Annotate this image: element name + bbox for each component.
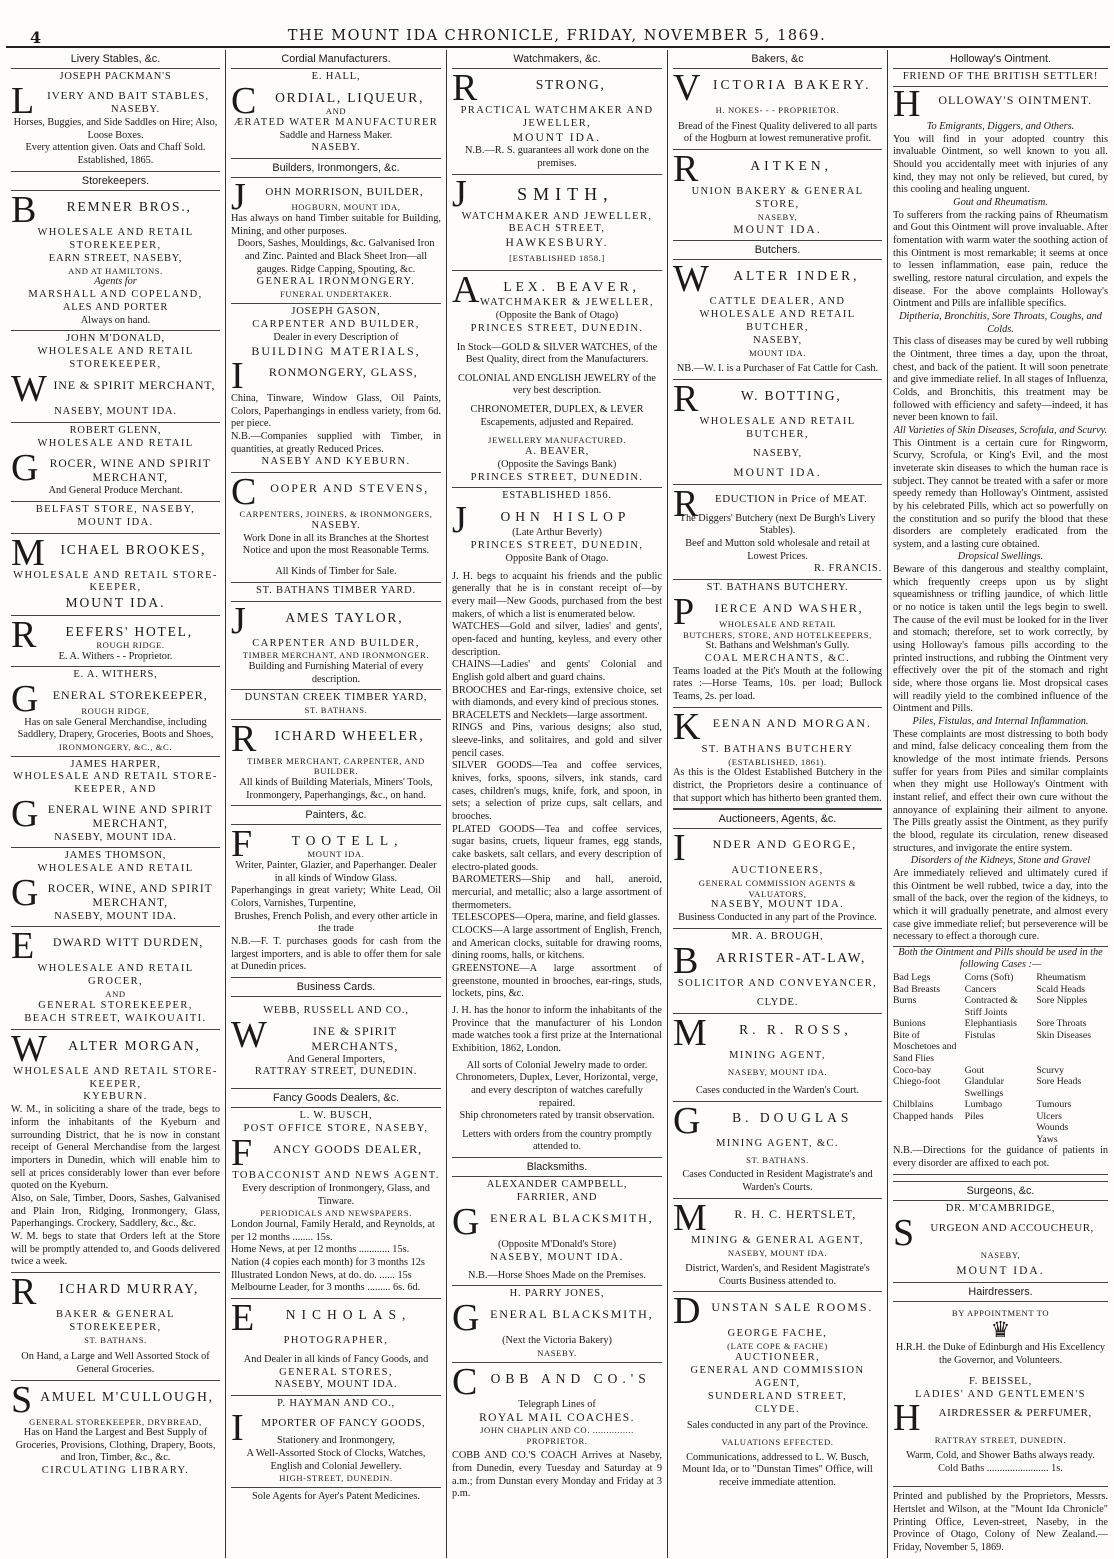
ad-packman: JOSEPH PACKMAN'S L IVERY AND BAIT STABLES, NASEBY. Horses, Buggies, and Side Saddles on Hire; Also, Loose Boxes. Every attention given. Oats and Chaff Sold. Established, 1865. — [11, 69, 220, 171]
ad-holloway: FRIEND OF THE BRITISH SETTLER! H OLLOWAY'S OINTMENT. To Emigrants, Diggers, and Others. You will find in your adopted country this invaluable Ointment, so well known to you all. Should you accidentally meet with injuries of any kind, they may not only be relieved, but cured, by this cooling and healing unguent. Gout and Rheumatism. To sufferers from the racking pains of Rheumatism and Gout this Ointment will prove invaluable. After fomentation with warm water the soothing action of this Ointment is most remarkable; it seems at once to lessen inflammation, ease pain, reduce the swelling, restore natural circulation, and expels the disease. For the above complaints Holloway's Ointment and Pills are infallible specifics. Diptheria, Bronchitis, Sore Throats, Coughs, and Colds. This class of diseases may be cured by well rubbing the Ointment, three times a day, upon the throat, chest, and back of the patient. It will soon penetrate and give immediate relief. In all stages of Influenza, Colds, and Bronchitis, this treatment may be followed with efficiency and safety—indeed, it has never been known to fail. All Varieties of Skin Diseases, Scrofula, and Scurvy. This Ointment is a certain cure for Ringworm, Scurvy, Scrofula, or King's Evil, and the most inveterate skin diseases to which the human race is subject. They cannot be treated with a safer or more speedy remedy than Holloway's Ointment, assisted by his celebrated Pills, which act so powerfully on the constitution and so purify the blood that these disorders are completely eradicated from the system, and a lasting cure obtained. Dropsical Swellings. Beware of this dangerous and stealthy complaint, which frequently creeps upon us by slight squeamishness or trifling jaundice, of which little or no notice is taken until the legs begin to swell. The cause of the evil must be looked for in the liver and stomach; therefore, set to work correctly, by using Holloway's famous pills according to the printed instructions, and rubbing the Ointment very effectively over the pit of the stomach and right side, where those organs lie. Most dropsical cases will readily yield to the combined influence of the Ointment and Pills. Piles, Fistulas, and Internal Inflammation. These complaints are most distressing to both body and mind, false delicacy concealing them from the knowledge of the most intimate friends. Persons suffer for years from Piles and similar complaints when they might use Holloway's Ointment with instant relief, and effect their own cure without the annoyance of explaining their ailment to anyone. The Pills greatly assist the Ointment, as they purify the blood, regulate its circulation, renew diseased structures, and invigorate the entire system. Disorders of the Kidneys, Stone and Gravel Are immediately relieved and ultimately cured if this Ointment be well rubbed, twice a day, into the small of the back, over the region of the kidneys, to which it will gradually penetrate, and almost every case give immediate relief; but perseverence will be necessary to effect a thorough cure. Both the Ointment and Pills should be used in the following Cases :— Bad Legs Corns (Soft) Rheumatism Bad Breasts Cancers Scald Heads Burns Contracted & Stiff Joints Sore Nipples Bunions Elephantiasis Sore Throats Bite of Moschetoes and Sand Flies Fistulas Skin Diseases Coco-bay Gout Scurvy Chiego-foot Glandular Swellings Sore Heads Chilblains Lumbago Tumours Chapped hands Piles Ulcers Wounds Yaws N.B.—Directions for the guidance of patients in every disorder are affixed to each pot. — [893, 69, 1108, 1174]
ad-bremner: B REMNER BROS., WHOLESALE AND RETAIL STOREKEEPER, EARN STREET, NASEBY, AND AT HAMILTONS. Agents for MARSHALL AND COPELAND, ALES AND PORTER Always on hand. — [11, 191, 220, 331]
column-4 — [668, 50, 888, 1558]
section-heading-fancy-goods: Fancy Goods Dealers, &c. — [231, 1089, 441, 1108]
section-heading-cordial: Cordial Manufacturers. — [231, 50, 441, 69]
cases-table: Bad Legs Corns (Soft) Rheumatism Bad Breasts Cancers Scald Heads Burns Contracted & Stiff Joints Sore Nipples Bunions Elephantiasis Sore Throats Bite of Moschetoes and Sand Flies Fistulas Skin Diseases Coco-bay Gout Scurvy Chiego-foot Glandular Swellings Sore Heads Chilblains Lumbago Tumours Chapped hands Piles Ulcers Wounds Yaws — [893, 972, 1092, 1145]
ad-mcambridge: DR. M'CAMBRIDGE, S URGEON AND ACCOUCHEUR, NASEBY, MOUNT IDA. — [893, 1201, 1108, 1283]
ad-withers: E. A. WITHERS, G ENERAL STOREKEEPER, ROUGH RIDGE, Has on sale General Merchandise, including Saddlery, Drapery, Groceries, Boots and Shoes, IRONMONGERY, &C., &C. — [11, 667, 220, 756]
ad-beaver: A LEX. BEAVER, WATCHMAKER & JEWELLER, (Opposite the Bank of Otago) PRINCES STREET, DUNEDIN. In Stock—GOLD & SILVER WATCHES, of the Best Quality, direct from the Manufacturers. COLONIAL AND ENGLISH JEWELRY of the very best description. CHRONOMETER, DUPLEX, & LEVER Escapements, adjusted and Repaired. JEWELLERY MANUFACTURED. A. BEAVER, (Opposite the Savings Bank) PRINCES STREET, DUNEDIN. — [452, 271, 662, 488]
section-heading-business: Business Cards. — [231, 978, 441, 997]
section-heading-butchers: Butchers. — [673, 241, 882, 260]
ad-murray: R ICHARD MURRAY, BAKER & GENERAL STOREKEEPER, ST. BATHANS. On Hand, a Large and Well Assorted Stock of General Groceries. — [11, 1273, 220, 1381]
masthead — [0, 0, 1114, 46]
ad-aitken: R AITKEN, UNION BAKERY & GENERAL STORE, NASEBY, MOUNT IDA. — [673, 150, 882, 241]
ad-busch: L. W. BUSCH, POST OFFICE STORE, NASEBY, F ANCY GOODS DEALER, TOBACCONIST AND NEWS AGENT. Every description of Ironmongery, Glass, and Tinware. PERIODICALS AND NEWSPAPERS. London Journal, Family Herald, and Reynolds, at per 12 months ........ 15s. Home News, at per 12 months ............ 15s. Nation (4 copies each month) for 3 months 12s Illustrated London News, at do. do. ...... 15s Melbourne Leader, for 3 months ......... 6s. 6d. — [231, 1108, 441, 1299]
column-2 — [226, 50, 447, 1558]
publisher-imprint: Printed and published by the Proprietors, Messrs. Hertslet and Wilson, at the "Mount Ida Chronicle" Printing Office, Leven-street, Naseby, in the Province of Otago, Colony of New Zealand.—Friday, November 5, 1869. — [893, 1486, 1108, 1554]
section-heading-surgeons: Surgeons, &c. — [893, 1181, 1108, 1201]
masthead-rule — [6, 46, 1110, 48]
section-heading-blacksmiths: Blacksmiths. — [452, 1158, 662, 1177]
column-1 — [6, 50, 226, 1558]
section-heading-auctioneers: Auctioneers, Agents, &c. — [673, 809, 882, 829]
ad-strong: R STRONG, PRACTICAL WATCHMAKER AND JEWELLER, MOUNT IDA. N.B.—R. S. guarantees all work done on the premises. — [452, 69, 662, 174]
ad-morgan: W ALTER MORGAN, WHOLESALE AND RETAIL STORE-KEEPER, KYEBURN. W. M., in soliciting a share of the trade, begs to inform the inhabitants of the Kyeburn and surrounding District, that he is now in constant receipt of General Merchandise from the largest importers in Dunedin, which will enable him to sell at prices considerably lower than ever before quoted on the Kyeburn. Also, on Sale, Timber, Doors, Sashes, Galvanised and Plain Iron, Ridging, Ironmongery, Glass, Paperhangings. Crockery, Saddlery, &c., &c. W. M. begs to state that Orders left at the Store will be promptly attended to, and Goods delivered twice a week. — [11, 1030, 220, 1273]
ad-smith: J SMITH, WATCHMAKER AND JEWELLER, BEACH STREET, HAWKESBURY. [ESTABLISHED 1858.] — [452, 175, 662, 272]
ad-ross: M R. R. ROSS, MINING AGENT, NASEBY, MOUNT IDA. Cases conducted in the Warden's Court. — [673, 1014, 882, 1102]
ad-hayman: P. HAYMAN AND CO., I MPORTER OF FANCY GOODS, Stationery and Ironmongery, A Well-Assorted Stock of Clocks, Watches, English and Colonial Jewellery. HIGH-STREET, DUNEDIN. Sole Agents for Ayer's Patent Medicines. — [231, 1396, 441, 1506]
ad-gason: JOSEPH GASON, CARPENTER AND BUILDER, Dealer in every Description of BUILDING MATERIALS, I RONMONGERY, GLASS, China, Tinware, Window Glass, Oil Paints, Colors, Paperhangings in endless variety, from 6d. per piece. N.B.—Companies supplied with Timber, in quantities, at greatly Reduced Prices. NASEBY AND KYEBURN. — [231, 304, 441, 473]
ad-tootell: F TOOTELL, MOUNT IDA. Writer, Painter, Glazier, and Paperhanger. Dealer in all kinds of Window Glass. Paperhangings in great variety; White Lead, Oil Colors, Varnishes, Turpentine, Brushes, French Polish, and every other article in the trade N.B.—F. T. purchases goods for cash from the largest importers, and is able to offer them for sale at Dunedin prices. — [231, 825, 441, 977]
ad-hertslet: M R. H. C. HERTSLET, MINING & GENERAL AGENT, NASEBY, MOUNT IDA. District, Warden's, and Resident Magistrate's Courts Business attended to. — [673, 1199, 882, 1293]
section-heading-watchmakers: Watchmakers, &c. — [452, 50, 662, 69]
ad-mcdonald: JOHN M'DONALD, WHOLESALE AND RETAIL STOREKEEPER, W INE & SPIRIT MERCHANT, NASEBY, MOUNT IDA. — [11, 331, 220, 423]
column-3 — [447, 50, 668, 1558]
ad-thomson: JAMES THOMSON, WHOLESALE AND RETAIL G ROCER, WINE, AND SPIRIT MERCHANT, NASEBY, MOUNT IDA. — [11, 848, 220, 927]
ad-cooper-stevens: C OOPER AND STEVENS, CARPENTERS, JOINERS, & IRONMONGERS, NASEBY. Work Done in all its Branches at the Shortest Notice and upon the most Reasonable Terms. All Kinds of Timber for Sale. ST. BATHANS TIMBER YARD. — [231, 473, 441, 601]
section-heading-livery: Livery Stables, &c. — [11, 50, 220, 69]
royal-crest-icon: ♛ — [990, 1317, 1011, 1343]
ad-dunstan-creek: DUNSTAN CREEK TIMBER YARD, ST. BATHANS. — [231, 690, 441, 719]
ad-botting: R W. BOTTING, WHOLESALE AND RETAIL BUTCHER, NASEBY, MOUNT IDA. — [673, 380, 882, 485]
ad-nicholas: E NICHOLAS, PHOTOGRAPHER, And Dealer in all kinds of Fancy Goods, and GENERAL STORES, NASEBY, MOUNT IDA. — [231, 1299, 441, 1396]
newspaper-title: THE MOUNT IDA CHRONICLE, FRIDAY, NOVEMBER 5, 1869. — [287, 28, 827, 44]
ad-brookes: M ICHAEL BROOKES, WHOLESALE AND RETAIL STORE-KEEPER, MOUNT IDA. — [11, 534, 220, 616]
ad-keenan-morgan: K EENAN AND MORGAN. ST. BATHANS BUTCHERY (ESTABLISHED, 1861). As this is the Oldest Established Butchery in the district, the Proprietors desire a continuance of that support which has hitherto been granted them. — [673, 708, 882, 809]
ad-hislop: ESTABLISHED 1856. J OHN HISLOP (Late Arthur Beverly) PRINCES STREET, DUNEDIN, Opposite Bank of Otago. J. H. begs to acquaint his friends and the public generally that he is in constant receipt of—by every mail—New Goods, purchased from the best makers, of which a list is enumerated below. WATCHES—Gold and silver, ladies' and gents', open-faced and hunting, keyless, and every other description. CHAINS—Ladies' and gents' Colonial and English gold albert and guard chains. BROOCHES and Ear-rings, extensive choice, set with diamonds, and every kind of precious stones. BRACELETS and Necklets—large assortment. RINGS and Pins, various designs; also stud, sleeve-links, and solitaires, and gold and silver pencil cases. SILVER GOODS—Tea and coffee services, knives, forks, spoons, silvers, ink stands, card cases, children's mugs, knife, fork, and spoon, in sets; a selection of prize cups, salt cellars, and brooches. PLATED GOODS—Tea and coffee services, sugar basins, cruets, liqueur frames, egg stands, cake baskets, salt cellars, and every description of electro-plated goods. BAROMETERS—Ship and hall, aneroid, mercurial, and metallic; also a large assortment of thermometers. TELESCOPES—Opera, marine, and field glasses. CLOCKS—A large assortment of English, French, and American clocks, suitable for drawing rooms, dining rooms, halls, or kitchens. GREENSTONE—A large assortment of greenstone, mounted in brooches, ear-rings, studs, lockets, pins, &c. J. H. has the honor to inform the inhabitants of the Province that the manufacturer of his London made watches took a first prize at the International Exhibition, 1862, London. All sorts of Colonial Jewelry made to order. Chronometers, Duplex, Lever, Horizontal, verge, and every descripton of watches carefully repaired. Ship chronometers rated by transit observation. Letters with orders from the country promptly attended to. — [452, 488, 662, 1158]
ad-douglas: G B. DOUGLAS MINING AGENT, &C. ST. BATHANS. Cases Conducted in Resident Magistrate's and Warden's Courts. — [673, 1102, 882, 1199]
page-number: 4 — [30, 28, 42, 47]
section-heading-bakers: Bakers, &c — [673, 50, 882, 69]
section-heading-painters: Painters, &c. — [231, 806, 441, 825]
ad-belfast: BELFAST STORE, NASEBY, MOUNT IDA. — [11, 502, 220, 534]
section-heading-holloway: Holloway's Ointment. — [893, 50, 1108, 69]
ad-parry-jones: H. PARRY JONES, G ENERAL BLACKSMITH, (Next the Victoria Bakery) NASEBY. — [452, 1286, 662, 1362]
section-heading-builders: Builders, Ironmongers, &c. — [231, 159, 441, 178]
ad-webb-russell: WEBB, RUSSELL AND CO., W INE & SPIRIT MERCHANTS, And General Importers, RATTRAY STREET, DUNEDIN. — [231, 997, 441, 1089]
ad-morrison: J OHN MORRISON, BUILDER, HOGBURN, MOUNT IDA, Has always on hand Timber suitable for Building, Mining, and other purposes. Doors, Sashes, Mouldings, &c. Galvanised Iron and Zinc. Painted and Black Sheet Iron—all gauges. Ridge Capping, Spouting, &c. GENERAL IRONMONGERY. FUNERAL UNDERTAKER. — [231, 178, 441, 303]
columns — [6, 50, 1108, 1558]
ad-wheeler: R ICHARD WHEELER, TIMBER MERCHANT, CARPENTER, AND BUILDER. All kinds of Building Materials, Miners' Tools, Ironmongery, Paperhangings, &c., on hand. — [231, 720, 441, 806]
ad-brough: MR. A. BROUGH, B ARRISTER-AT-LAW, SOLICITOR AND CONVEYANCER, CLYDE. — [673, 929, 882, 1014]
section-heading-hairdressers: Hairdressers. — [893, 1283, 1108, 1302]
ad-harper: JAMES HARPER, WHOLESALE AND RETAIL STORE-KEEPER, AND G ENERAL WINE AND SPIRIT MERCHANT, NASEBY, MOUNT IDA. — [11, 757, 220, 849]
ad-cobb: C OBB AND CO.'S Telegraph Lines of ROYAL MAIL COACHES. JOHN CHAPLIN AND CO. ............... PROPRIETOR. COBB AND CO.'S COACH Arrives at Naseby, from Dunedin, every Tuesday and Saturday at 9 a.m.; from Dunstan every Monday and Friday at 3 p.m. — [452, 1362, 662, 1500]
ad-hall: E. HALL, C ORDIAL, LIQUEUR, AND ÆRATED WATER MANUFACTURER Saddle and Harness Maker. NASEBY. — [231, 69, 441, 159]
ad-reefers-hotel: R EEFERS' HOTEL, ROUGH RIDGE. E. A. Withers - - Proprietor. — [11, 616, 220, 667]
ad-durden: E DWARD WITT DURDEN, WHOLESALE AND RETAIL GROCER, AND GENERAL STOREKEEPER, BEACH STREET, WAIKOUAITI. — [11, 927, 220, 1029]
ad-mccullough: S AMUEL M'CULLOUGH, GENERAL STOREKEEPER, DRYBREAD, Has on Hand the Largest and Best Supply of Groceries, Provisions, Clothing, Drapery, Boots, and Iron, Timber, &c., &c. CIRCULATING LIBRARY. — [11, 1380, 216, 1477]
ad-walter-inder: W ALTER INDER, CATTLE DEALER, AND WHOLESALE AND RETAIL BUTCHER, NASEBY, MOUNT IDA. NB.—W. I. is a Purchaser of Fat Cattle for Cash. — [673, 260, 882, 380]
ad-pierce-washer: ST. BATHANS BUTCHERY. P IERCE AND WASHER, WHOLESALE AND RETAIL BUTCHERS, STORE, AND HOTELKEEPERS, St. Bathans and Welshman's Gully. COAL MERCHANTS, &C. Teams loaded at the Pit's Mouth at the following rates :—Horse Teams, 10s. per load; Bullock Teams, 2s. per load. — [673, 580, 882, 708]
section-heading-storekeepers: Storekeepers. — [11, 172, 220, 191]
ad-beissel: BY APPOINTMENT TO ♛ H.R.H. the Duke of Edinburgh and His Excellency the Governor, and Volunteers. F. BEISSEL, LADIES' AND GENTLEMEN'S H AIRDRESSER & PERFUMER, RATTRAY STREET, DUNEDIN. Warm, Cold, and Shower Baths always ready. Cold Baths ........................ 1s. — [893, 1302, 1108, 1479]
ad-campbell: ALEXANDER CAMPBELL, FARRIER, AND G ENERAL BLACKSMITH, (Opposite M'Donald's Store) NASEBY, MOUNT IDA. N.B.—Horse Shoes Made on the Premises. — [452, 1177, 662, 1286]
ad-inder-george: I NDER AND GEORGE, AUCTIONEERS, GENERAL COMMISSION AGENTS & VALUATORS, NASEBY, MOUNT IDA. Business Conducted in any part of the Province. — [673, 829, 882, 929]
ad-taylor: J AMES TAYLOR, CARPENTER AND BUILDER, TIMBER MERCHANT, AND IRONMONGER. Building and Furnishing Material of every description. — [231, 602, 441, 691]
ad-reduction: R EDUCTION in Price of MEAT. The Diggers' Butchery (next De Burgh's Livery Stables). Beef and Mutton sold wholesale and retail at Lowest Prices. R. FRANCIS. — [673, 485, 882, 581]
ad-glenn: ROBERT GLENN, WHOLESALE AND RETAIL G ROCER, WINE AND SPIRIT MERCHANT, And General Produce Merchant. — [11, 423, 220, 502]
ad-dunstan-sale-rooms: D UNSTAN SALE ROOMS. GEORGE FACHE, (LATE COPE & FACHE) AUCTIONEER, GENERAL AND COMMISSION AGENT, SUNDERLAND STREET, CLYDE. Sales conducted in any part of the Province. VALUATIONS EFFECTED. Communications, addressed to L. W. Busch, Mount Ida, or to "Dunstan Times" Office, will receive immediate attention. — [673, 1292, 874, 1488]
column-5 — [888, 50, 1108, 1558]
ad-victoria-bakery: V ICTORIA BAKERY. H. NOKES- - - PROPRIETOR. Bread of the Finest Quality delivered to all parts of the Hogburn at lowest remunerative profit. — [673, 69, 882, 150]
